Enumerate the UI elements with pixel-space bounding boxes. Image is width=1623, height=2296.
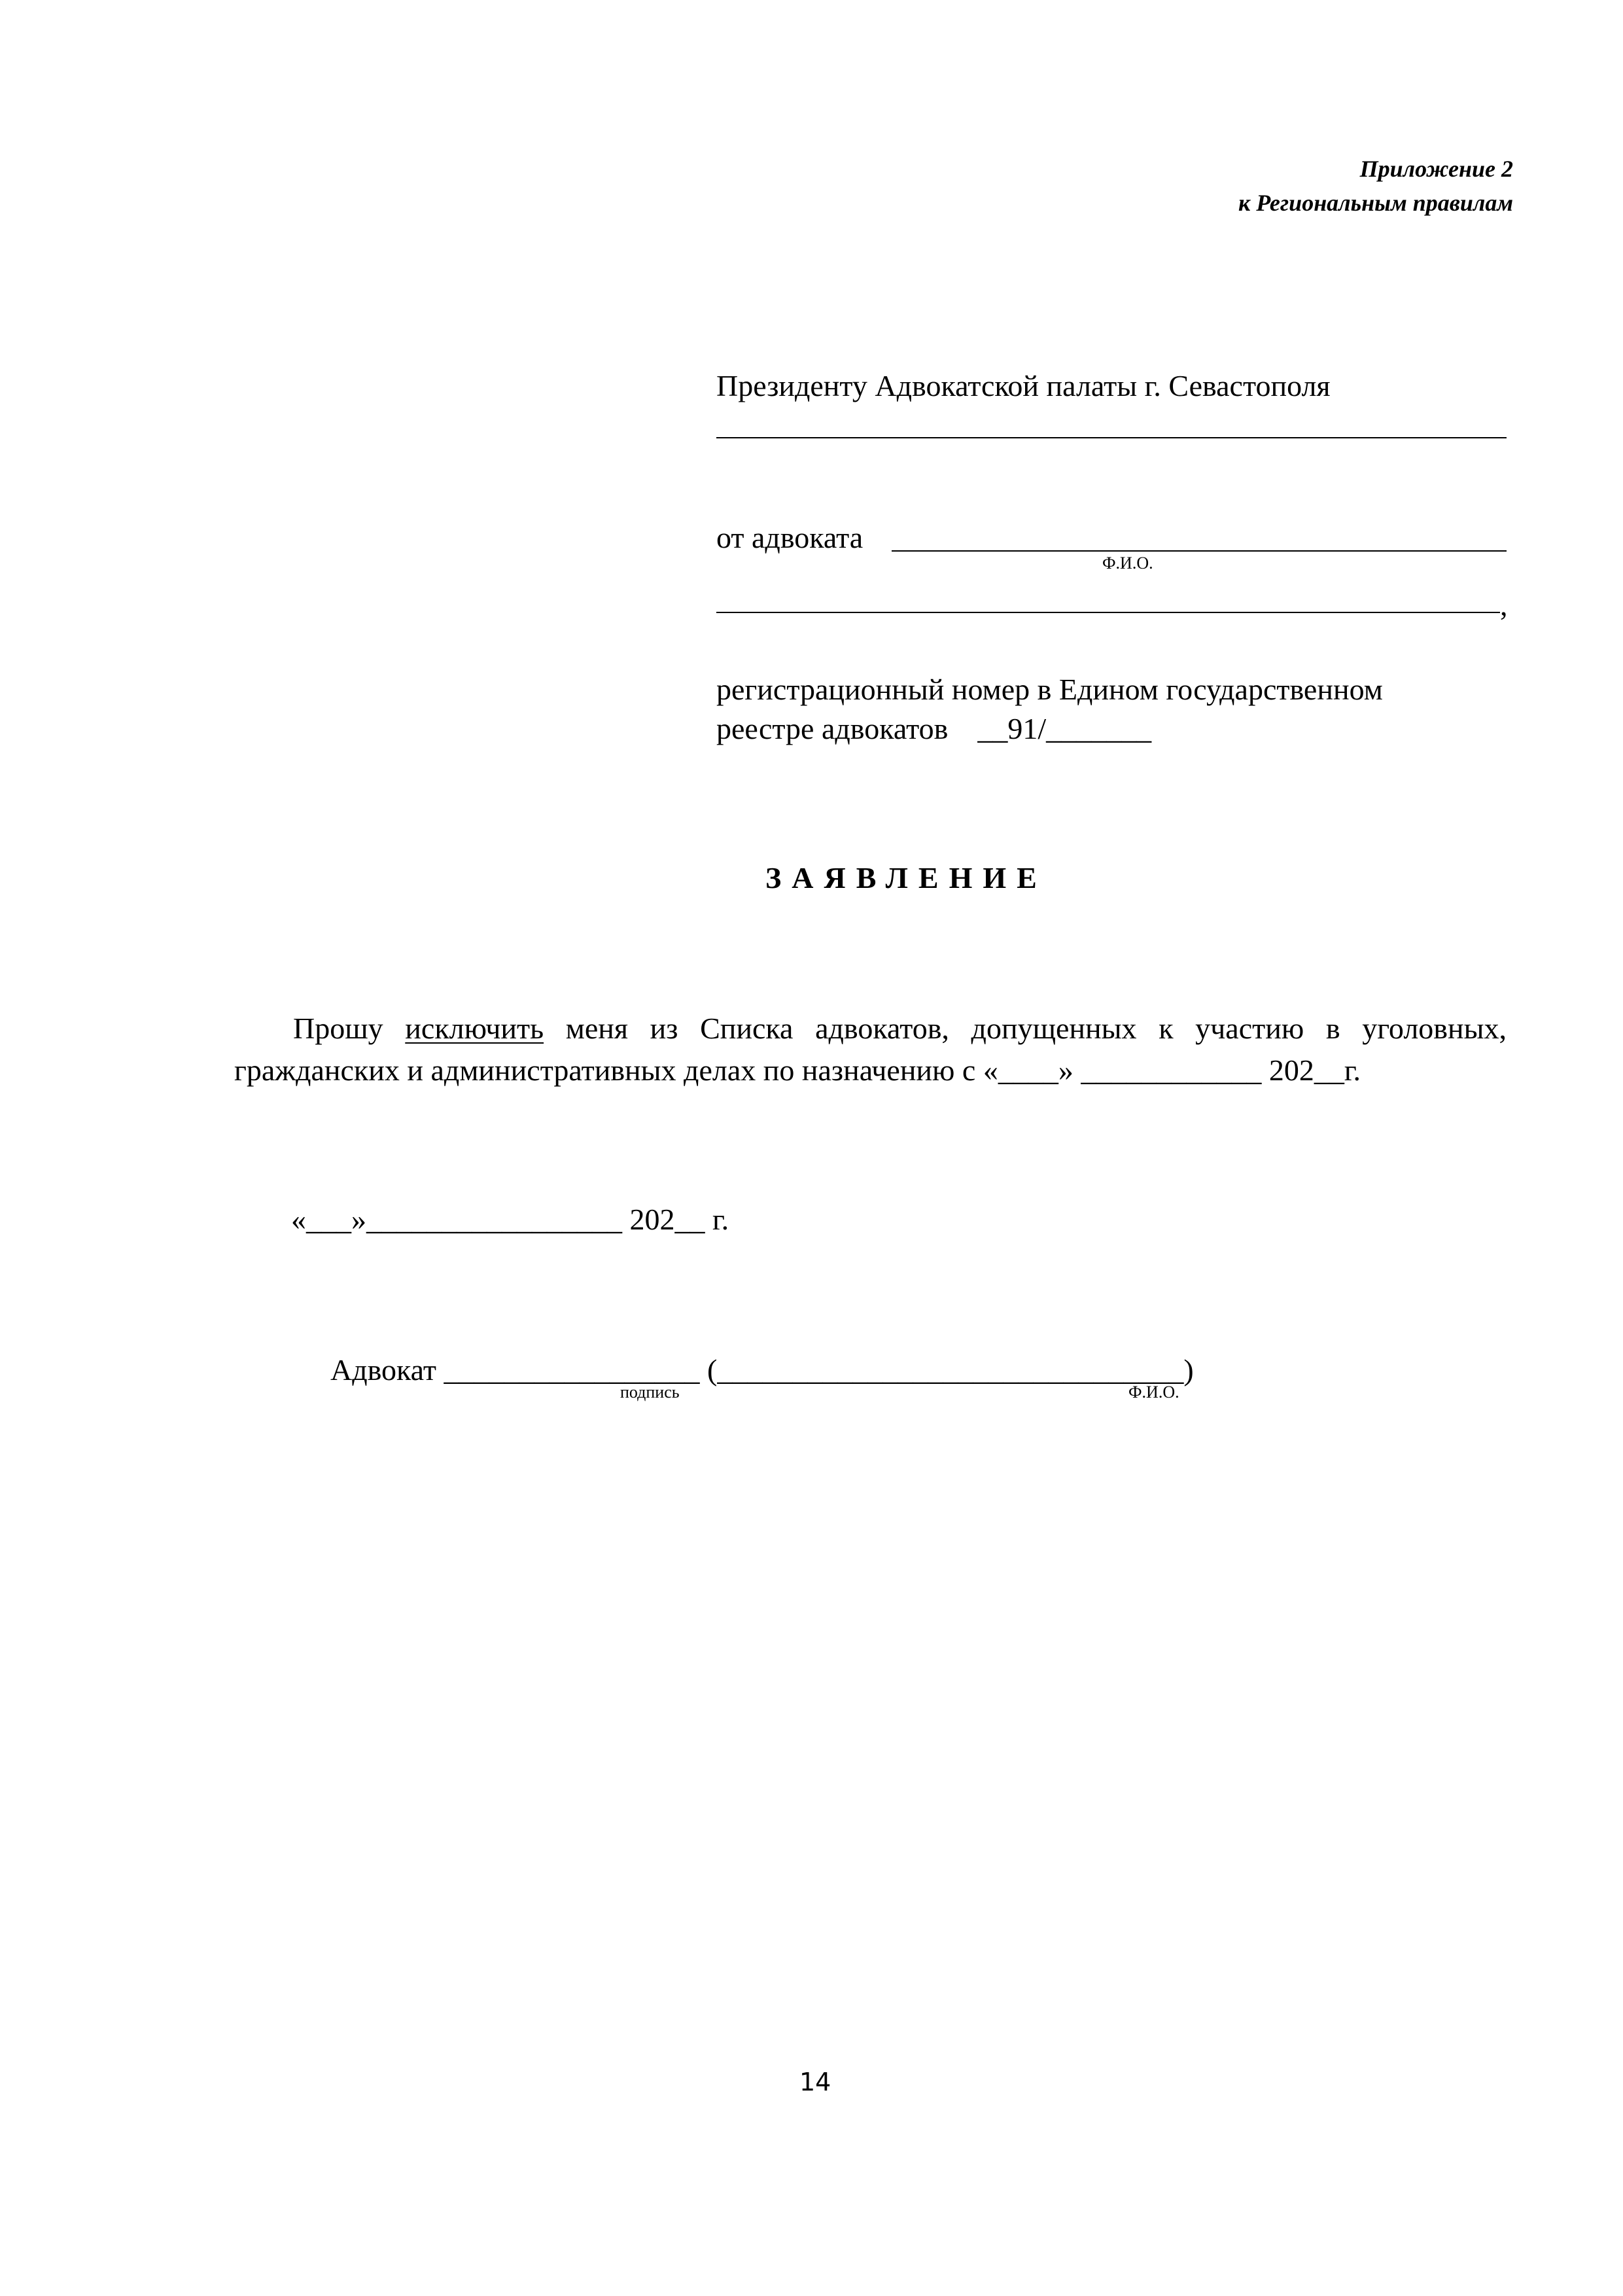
fio-caption: Ф.И.О. <box>1102 554 1153 573</box>
from-label: от адвоката <box>716 521 864 554</box>
signature-fio-caption: Ф.И.О. <box>1128 1383 1179 1402</box>
advocate-name-field[interactable] <box>892 550 1507 552</box>
advocate-name-line-2[interactable] <box>716 612 1500 613</box>
page-number: 14 <box>799 2068 831 2096</box>
body-rest: меня из Списка адвокатов, допущенных к участию в уголовных, гражданских и административных делах по назначению с «____» ____________ 202__г. <box>234 1012 1507 1087</box>
reg-number-label: реестре адвокатов <box>716 712 949 745</box>
reg-number-field[interactable]: __91/_______ <box>977 712 1152 745</box>
body-underlined-word: исключить <box>405 1012 544 1045</box>
appendix-subtitle: к Региональным правилам <box>1238 190 1513 216</box>
signature-field[interactable]: _________________ <box>444 1353 700 1386</box>
date-line[interactable]: «___»_________________ 202__ г. <box>291 1203 729 1236</box>
document-title: ЗАЯВЛЕНИЕ <box>765 861 1047 894</box>
reg-number-line2 <box>716 709 1151 749</box>
signature-caption: подпись <box>620 1383 680 1402</box>
signature-fio-field[interactable]: (_______________________________) <box>707 1353 1194 1386</box>
comma: , <box>1500 588 1508 622</box>
appendix-title: Приложение 2 <box>1359 156 1513 182</box>
reg-number-line1: регистрационный номер в Едином государственном <box>716 673 1383 706</box>
addressee-to-line <box>716 437 1507 438</box>
appendix-header <box>1238 152 1513 220</box>
application-text <box>234 1008 1507 1091</box>
addressee-to: Президенту Адвокатской палаты г. Севастополя <box>716 369 1331 402</box>
signature-row <box>330 1349 1194 1391</box>
body-prefix: Прошу <box>293 1012 383 1045</box>
signature-label: Адвокат <box>330 1353 437 1386</box>
